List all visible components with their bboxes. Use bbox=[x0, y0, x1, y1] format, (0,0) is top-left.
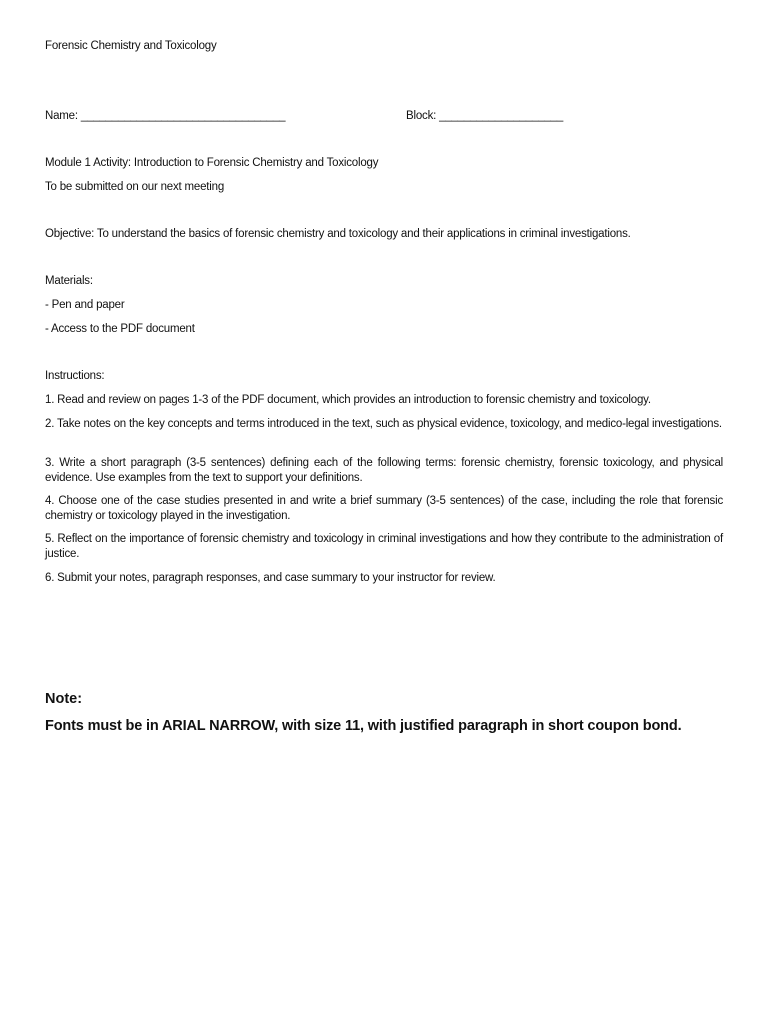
materials-item: - Pen and paper bbox=[45, 299, 125, 311]
name-label: Name: bbox=[45, 110, 78, 122]
note-label: Note: bbox=[45, 691, 83, 707]
note-text: Fonts must be in ARIAL NARROW, with size 11, with justified paragraph in short coupon bond. bbox=[45, 718, 682, 734]
instruction-item: 3. Write a short paragraph (3-5 sentences) defining each of the following terms: forensic chemistry, forensic toxicology, and physical evidence. Use examples from the text to support your definitions. bbox=[45, 457, 723, 484]
materials-item: - Access to the PDF document bbox=[45, 323, 195, 335]
instructions-heading: Instructions: bbox=[45, 370, 105, 382]
instruction-item: 6. Submit your notes, paragraph responses, and case summary to your instructor for review. bbox=[45, 572, 496, 584]
objective: Objective: To understand the basics of forensic chemistry and toxicology and their applications in criminal investigations. bbox=[45, 228, 631, 240]
block-field bbox=[406, 109, 563, 124]
instruction-item: 5. Reflect on the importance of forensic chemistry and toxicology in criminal investigations and how they contribute to the administration of justice. bbox=[45, 533, 723, 560]
activity-title: Module 1 Activity: Introduction to Forensic Chemistry and Toxicology bbox=[45, 157, 379, 169]
block-blank: ____________________ bbox=[439, 110, 564, 122]
instruction-item: 1. Read and review on pages 1-3 of the PDF document, which provides an introduction to forensic chemistry and toxicology. bbox=[45, 394, 651, 406]
instruction-item: 4. Choose one of the case studies presented in and write a brief summary (3-5 sentences) of the case, including the role that forensic chemistry or toxicology played in the investigation. bbox=[45, 495, 723, 522]
instruction-item: 2. Take notes on the key concepts and terms introduced in the text, such as physical evidence, toxicology, and medico-legal investigations. bbox=[45, 418, 722, 430]
name-blank: _________________________________ bbox=[80, 110, 286, 122]
submission-note: To be submitted on our next meeting bbox=[45, 181, 225, 193]
name-field bbox=[45, 109, 285, 124]
materials-heading: Materials: bbox=[45, 275, 93, 287]
block-label: Block: bbox=[406, 110, 437, 122]
course-title: Forensic Chemistry and Toxicology bbox=[45, 40, 217, 52]
